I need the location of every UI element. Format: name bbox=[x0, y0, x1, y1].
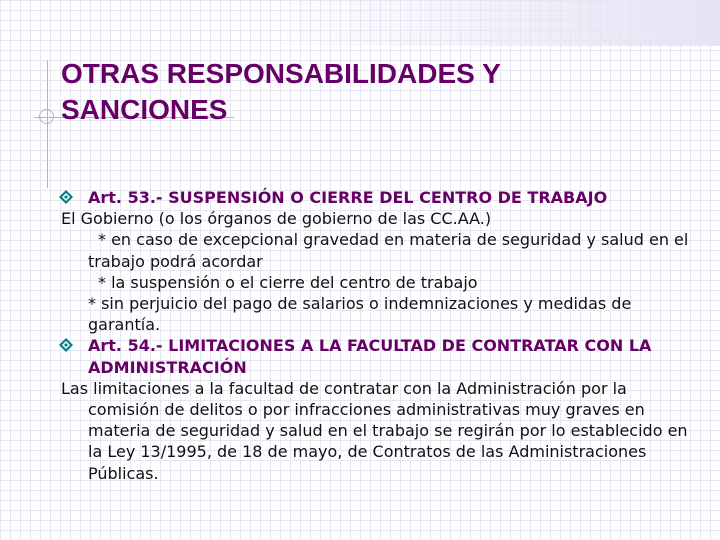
list-item bbox=[61, 229, 701, 271]
section-heading-art53 bbox=[61, 187, 701, 208]
decorative-vertical-line bbox=[47, 60, 48, 188]
paragraph-art53: El Gobierno (o los órganos de gobierno de las CC.AA.) bbox=[61, 209, 492, 229]
section-heading-text: Art. 53.- SUSPENSIÓN O CIERRE DEL CENTRO DE TRABAJO bbox=[88, 188, 608, 207]
decorative-circle bbox=[39, 109, 54, 124]
slide-body bbox=[61, 187, 701, 484]
paragraph-art54: Las limitaciones a la facultad de contratar con la Administración por la comisión de delitos o por infracciones administrativas muy graves en materia de seguridad y salud en el trabajo se regirán por lo establecido en la Ley 13/1995, de 18 de mayo, de Contratos de las Administraciones Públicas. bbox=[61, 378, 688, 483]
list-item: * sin perjuicio del pago de salarios o indemnizaciones y medidas de garantía. bbox=[88, 294, 632, 335]
section-heading-text: Art. 54.- LIMITACIONES A LA FACULTAD DE CONTRATAR CON LA ADMINISTRACIÓN bbox=[88, 336, 652, 377]
decorative-corner-gradient bbox=[260, 0, 720, 46]
diamond-bullet-icon bbox=[59, 190, 73, 204]
slide-title: OTRAS RESPONSABILIDADES Y SANCIONES bbox=[61, 58, 501, 125]
list-item-text: * en caso de excepcional gravedad en materia de seguridad y salud en el trabajo podrá acordar bbox=[88, 230, 689, 271]
list-item bbox=[61, 272, 701, 293]
list-item-text: * la suspensión o el cierre del centro de trabajo bbox=[98, 272, 478, 292]
section-heading-art54 bbox=[61, 335, 701, 377]
diamond-bullet-icon bbox=[59, 338, 73, 352]
